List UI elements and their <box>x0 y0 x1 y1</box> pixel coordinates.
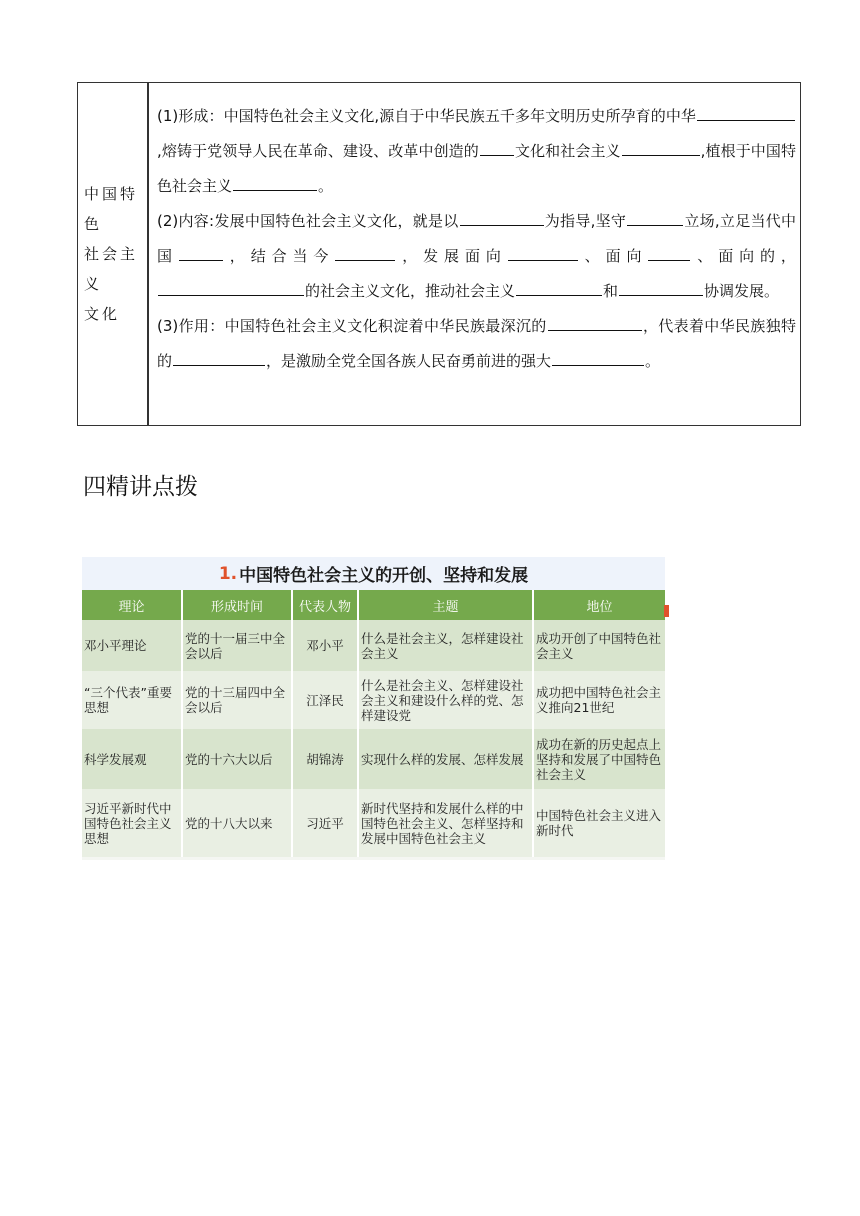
fill-blank[interactable] <box>480 137 514 156</box>
text: (2)内容:发展中国特色社会主义文化，就是以 <box>157 212 459 230</box>
cell-theme: 实现什么样的发展、怎样发展 <box>358 729 533 789</box>
cell-theory: 习近平新时代中国特色社会主义思想 <box>82 789 182 857</box>
cell-time: 党的十八大以来 <box>182 789 292 857</box>
fill-blank[interactable] <box>548 312 642 331</box>
text: 。 <box>318 177 334 195</box>
content-cell <box>149 83 800 425</box>
column-header: 形成时间 <box>182 590 292 620</box>
fill-blank[interactable] <box>158 277 304 296</box>
cell-status: 成功把中国特色社会主义推向21世纪 <box>533 671 665 729</box>
fill-blank[interactable] <box>648 242 690 261</box>
row-label-line: 中国特 <box>84 185 139 203</box>
paragraph-formation <box>157 99 796 204</box>
column-header: 理论 <box>82 590 182 620</box>
cell-person: 江泽民 <box>292 671 358 729</box>
fill-blank[interactable] <box>460 207 544 226</box>
row-label-line: 文化 <box>84 305 121 323</box>
cell-person: 胡锦涛 <box>292 729 358 789</box>
text: 协调发展。 <box>704 282 780 300</box>
row-label-cell <box>78 83 149 425</box>
fill-blank[interactable] <box>516 277 602 296</box>
theory-table <box>82 590 665 857</box>
text: ，代表着中华民族独特的 <box>157 317 796 370</box>
cell-person: 邓小平 <box>292 620 358 671</box>
cell-status: 成功在新的历史起点上坚持和发展了中国特色社会主义 <box>533 729 665 789</box>
table-row <box>82 789 665 857</box>
red-edge-mark <box>664 605 669 617</box>
column-header: 代表人物 <box>292 590 358 620</box>
table-row <box>82 671 665 729</box>
cell-theory: 邓小平理论 <box>82 620 182 671</box>
text: (1)形成：中国特色社会主义文化,源自于中华民族五千多年文明历史所孕育的中华 <box>157 107 696 125</box>
text: 文化和社会主义 <box>514 142 621 160</box>
text: ,熔铸于党领导人民在革命、建设、改革中创造的 <box>157 142 479 160</box>
text: ,植根于中国特色社会主义 <box>157 142 796 195</box>
column-header: 地位 <box>533 590 665 620</box>
fill-blank[interactable] <box>233 172 317 191</box>
cell-theme: 新时代坚持和发展什么样的中国特色社会主义、怎样坚持和发展中国特色社会主义 <box>358 789 533 857</box>
table-title-number: 1. <box>218 563 238 584</box>
fill-blank[interactable] <box>697 102 795 121</box>
row-label-line: 义 <box>84 275 103 293</box>
cell-status: 中国特色社会主义进入新时代 <box>533 789 665 857</box>
cell-theme: 什么是社会主义、怎样建设社会主义和建设什么样的党、怎样建设党 <box>358 671 533 729</box>
text: 立场,立足当代中国 <box>157 212 796 265</box>
text: 的社会主义文化，推动社会主义 <box>305 282 516 300</box>
row-label <box>84 179 138 329</box>
section-heading: 四精讲点拨 <box>83 474 198 500</box>
fill-blank[interactable] <box>627 207 683 226</box>
cell-theme: 什么是社会主义，怎样建设社会主义 <box>358 620 533 671</box>
fill-blank[interactable] <box>335 242 395 261</box>
text: 为指导,坚守 <box>544 212 627 230</box>
cell-time: 党的十六大以后 <box>182 729 292 789</box>
table-row <box>82 620 665 671</box>
paragraph-content <box>157 204 796 309</box>
fill-blank[interactable] <box>508 242 578 261</box>
fill-blank[interactable] <box>179 242 223 261</box>
text: 、面向 <box>691 247 761 265</box>
table-row <box>82 729 665 789</box>
row-label-line: 色 <box>84 215 103 233</box>
cell-theory: 科学发展观 <box>82 729 182 789</box>
table-title-text: 中国特色社会主义的开创、坚持和发展 <box>239 566 529 586</box>
row-label-line: 社会主 <box>84 245 139 263</box>
theory-summary-table-image <box>82 557 665 860</box>
text: ，是激励全党全国各族人民奋勇前进的强大 <box>266 352 552 370</box>
text: 。 <box>645 352 661 370</box>
paragraph-function <box>157 309 796 379</box>
fill-blank[interactable] <box>173 347 265 366</box>
cell-status: 成功开创了中国特色社会主义 <box>533 620 665 671</box>
fill-blank[interactable] <box>622 137 700 156</box>
knowledge-table <box>77 82 801 426</box>
table-header-row <box>82 590 665 620</box>
text: ，结合当今 <box>223 247 335 265</box>
text: (3)作用：中国特色社会主义文化积淀着中华民族最深沉的 <box>157 317 547 335</box>
cell-time: 党的十一届三中全会以后 <box>182 620 292 671</box>
cell-person: 习近平 <box>292 789 358 857</box>
cell-time: 党的十三届四中全会以后 <box>182 671 292 729</box>
cell-theory: “三个代表”重要思想 <box>82 671 182 729</box>
text: 的， <box>760 247 796 265</box>
fill-blank[interactable] <box>552 347 644 366</box>
text: 和 <box>603 282 619 300</box>
fill-blank[interactable] <box>619 277 703 296</box>
column-header: 主题 <box>358 590 533 620</box>
text: ，发展面向 <box>396 247 507 265</box>
table-title <box>82 557 665 590</box>
text: 、面向 <box>578 247 648 265</box>
